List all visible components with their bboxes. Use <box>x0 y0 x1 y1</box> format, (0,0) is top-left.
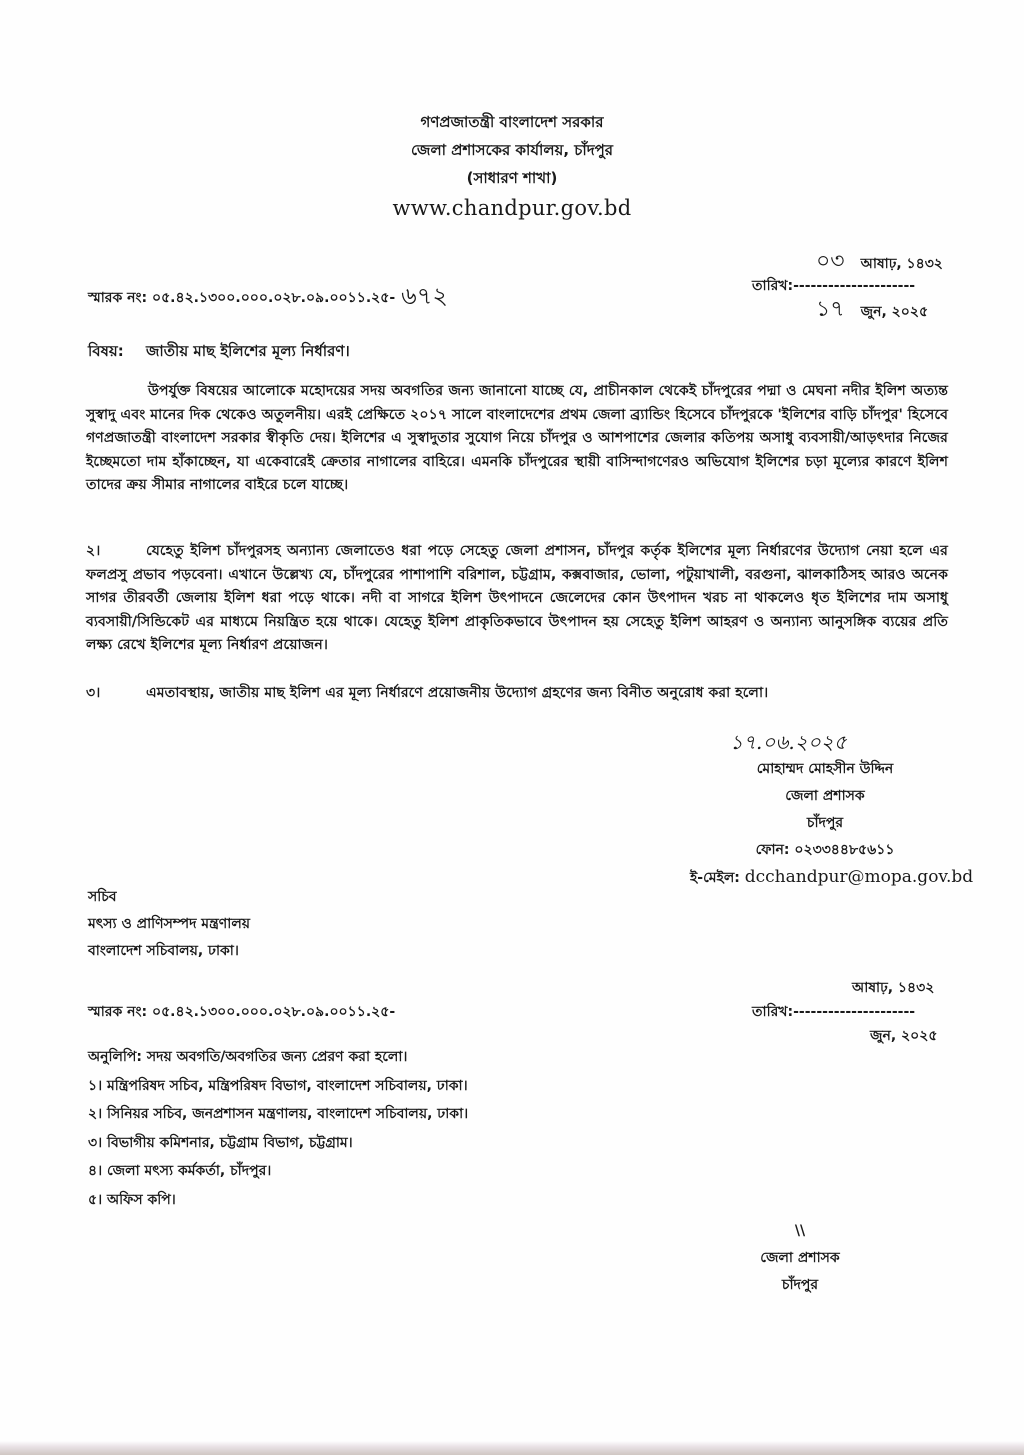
date-block-copy <box>752 976 937 1048</box>
memo-label: স্মারক নং: <box>88 1004 148 1020</box>
bottom-designation: জেলা প্রশাসক <box>760 1250 840 1266</box>
phone-line <box>690 837 960 864</box>
paragraph-text: এমতাবস্থায়, জাতীয় মাছ ইলিশ এর মূল্য নির্ধারণে প্রয়োজনীয় উদ্যোগ গ্রহণের জন্য বিনীত অনুরোধ করা হলো। <box>146 685 769 701</box>
subject-text: জাতীয় মাছ ইলিশের মূল্য নির্ধারণ। <box>146 342 350 360</box>
phone-label: ফোন: <box>755 842 790 858</box>
email-address[interactable]: dcchandpur@mopa.gov.bd <box>744 867 974 887</box>
date-label: তারিখ: <box>752 278 794 294</box>
date-block <box>752 249 943 322</box>
memo-label: স্মারক নং: <box>88 290 148 306</box>
memo-number <box>88 278 448 318</box>
recipient-title: সচিব <box>88 889 117 905</box>
gregorian-date <box>752 1024 937 1048</box>
bangla-day: ০৩ <box>816 249 845 274</box>
date-dots: --------------------- <box>793 278 916 294</box>
paragraph-number: ৩। <box>86 685 101 701</box>
cc-item: ৪। জেলা মৎস্য কর্মকর্তা, চাঁদপুর। <box>88 1163 272 1179</box>
section-name: (সাধারণ শাখা) <box>466 169 558 187</box>
memo-value: ০৫.৪২.১৩০০.০০০.০২৮.০৯.০০১১.২৫- <box>151 1004 396 1020</box>
bangla-date <box>752 976 937 1000</box>
signatory-location: চাঁদপুর <box>806 815 844 831</box>
subject-label: বিষয়: <box>88 342 124 360</box>
paragraph-3 <box>86 682 948 706</box>
initial-mark: \\ <box>794 1223 806 1239</box>
date-line <box>752 1000 937 1024</box>
recipient-address: বাংলাদেশ সচিবালয়, ঢাকা। <box>88 943 239 959</box>
bottom-signature-block <box>710 1218 890 1299</box>
memo-handwritten-suffix: ৬৭২ <box>401 282 448 310</box>
date-dots: --------------------- <box>793 1004 916 1020</box>
gregorian-date <box>760 298 943 322</box>
scan-edge <box>0 1441 1024 1455</box>
bottom-location: চাঁদপুর <box>781 1277 819 1293</box>
email-label: ই-মেইল: <box>690 870 740 886</box>
signatory-designation: জেলা প্রশাসক <box>785 788 865 804</box>
greg-day: ১৭ <box>816 297 845 322</box>
memo-number-copy <box>88 1000 395 1024</box>
copy-distribution <box>88 1043 468 1214</box>
greg-month-year: জুন, ২০২৫ <box>870 1028 938 1044</box>
paragraph-1: উপর্যুক্ত বিষয়ের আলোকে মহোদয়ের সদয় অবগতির জন্য জানানো যাচ্ছে যে, প্রাচীনকাল থেকেই চাঁদপুরের পদ্মা ও মেঘনা নদীর ইলিশ অত্যন্ত সুস্বাদু এবং মানের দিক থেকেও অতুলনীয়। এরই প্রেক্ষিতে ২০১৭ সালে বাংলাদেশের প্রথম জেলা ব্র্যান্ডিং হিসেবে চাঁদপুরকে 'ইলিশের বাড়ি চাঁদপুর' হিসেবে গণপ্রজাতন্ত্রী বাংলাদেশ সরকার স্বীকৃতি দেয়। ইলিশের এ সুস্বাদুতার সুযোগ নিয়ে চাঁদপুর ও আশপাশের জেলার কতিপয় অসাধু ব্যবসায়ী/আড়ৎদার নিজের ইচ্ছেমতো দাম হাঁকাচ্ছেন, যা একেবারেই ক্রেতার নাগালের বাহিরে। এমনকি চাঁদপুরের স্থায়ী বাসিন্দাগণেরও অভিযোগ ইলিশের চড়া মূল্যের কারণে ইলিশ তাদের ক্রয় সীমার নাগালের বাইরে চলে যাচ্ছে। <box>86 383 948 493</box>
government-name: গণপ্রজাতন্ত্রী বাংলাদেশ সরকার <box>420 113 604 131</box>
cc-item: ৩। বিভাগীয় কমিশনার, চট্টগ্রাম বিভাগ, চট্টগ্রাম। <box>88 1134 353 1151</box>
cc-intro: অনুলিপি: সদয় অবগতি/অবগতির জন্য প্রেরণ করা হলো। <box>88 1049 408 1065</box>
date-line <box>752 274 943 298</box>
signature-block <box>690 728 974 892</box>
phone-number: ০২৩৩৪৪৮৫৬১১ <box>794 842 895 858</box>
bangla-month-year: আষাঢ়, ১৪৩২ <box>852 980 935 996</box>
letterhead <box>0 108 1024 222</box>
greg-month-year: জুন, ২০২৫ <box>860 304 929 320</box>
memo-value: ০৫.৪২.১৩০০.০০০.০২৮.০৯.০০১১.২৫- <box>151 290 396 306</box>
paragraph-number: ২। <box>86 543 101 559</box>
signatory-name: মোহাম্মদ মোহসীন উদ্দিন <box>756 761 894 777</box>
email-line <box>690 864 974 892</box>
paragraph-text: যেহেতু ইলিশ চাঁদপুরসহ অন্যান্য জেলাতেও ধরা পড়ে সেহেতু জেলা প্রশাসন, চাঁদপুর কর্তৃক ইলিশের মূল্য নির্ধারণের উদ্যোগ নেয়া হলে এর ফলপ্রসু প্রভাব পড়বেনা। এখানে উল্লেখ্য যে, চাঁদপুরের পাশাপাশি বরিশাল, চট্টগ্রাম, কক্সবাজার, ভোলা, পটুয়াখালী, বরগুনা, ঝালকাঠিসহ আরও অনেক সাগর তীরবর্তী জেলায় ইলিশ ধরা পড়ে থাকে। নদী বা সাগরে ইলিশ উৎপাদনে জেলেদের কোন উৎপাদন খরচ না থাকলেও ধৃত ইলিশের দাম অসাধু ব্যবসায়ী/সিন্ডিকেট এর মাধ্যমে নিয়ন্ত্রিত হয়ে থাকে। যেহেতু ইলিশ প্রাকৃতিকভাবে উৎপাদন হয় সেহেতু ইলিশ আহরণ ও অন্যান্য আনুসঙ্গিক ব্যয়ের প্রতি লক্ষ্য রেখে ইলিশের মূল্য নির্ধারণ প্রয়োজন। <box>86 543 948 653</box>
date-label: তারিখ: <box>752 1004 794 1020</box>
recipient-ministry: মৎস্য ও প্রাণিসম্পদ মন্ত্রণালয় <box>88 916 250 932</box>
subject-line <box>88 340 350 365</box>
cc-item: ৫। অফিস কপি। <box>88 1191 176 1208</box>
website-link[interactable]: www.chandpur.gov.bd <box>392 196 632 220</box>
cc-item: ১। মন্ত্রিপরিষদ সচিব, মন্ত্রিপরিষদ বিভাগ, বাংলাদেশ সচিবালয়, ঢাকা। <box>88 1077 468 1094</box>
recipient-block <box>88 884 250 965</box>
bangla-month-year: আষাঢ়, ১৪৩২ <box>860 256 943 272</box>
office-name: জেলা প্রশাসকের কার্যালয়, চাঁদপুর <box>410 141 614 159</box>
paragraph-2 <box>86 540 948 658</box>
cc-item: ২। সিনিয়র সচিব, জনপ্রশাসন মন্ত্রণালয়, বাংলাদেশ সচিবালয়, ঢাকা। <box>88 1106 469 1122</box>
handwritten-signature-date: ১৭.০৬.২০২৫ <box>730 730 847 754</box>
bangla-date <box>760 250 943 274</box>
